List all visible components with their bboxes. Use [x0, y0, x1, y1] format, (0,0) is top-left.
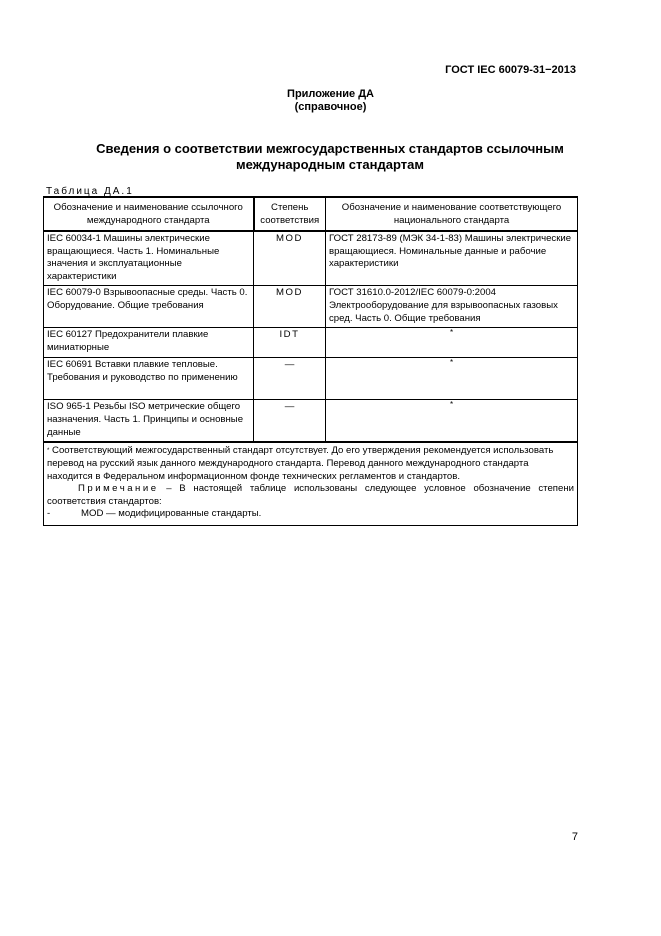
table-label: Таблица ДА.1 [46, 186, 134, 197]
cell-national: * [326, 400, 578, 443]
column-header-international: Обозначение и наименование ссылочного международного стандарта [44, 197, 254, 231]
cell-international: IEC 60079-0 Взрывоопасные среды. Часть 0. Оборудование. Общие требования [44, 286, 254, 328]
legend-dash: - [47, 508, 51, 520]
cell-degree: MOD [254, 286, 326, 328]
cell-degree: MOD [254, 231, 326, 286]
page-number: 7 [571, 831, 578, 843]
table-row [44, 328, 578, 358]
cell-international: IEC 60691 Вставки плавкие тепловые. Требования и руководство по применению [44, 358, 254, 400]
cell-degree: IDT [254, 328, 326, 358]
note-label: Примечание [78, 483, 159, 495]
table-row [44, 286, 578, 328]
table-header-row [44, 197, 578, 231]
cell-degree: — [254, 400, 326, 443]
table-row [44, 400, 578, 443]
document-heading: Сведения о соответствии межгосударственных стандартов ссылочным международным стандартам [96, 141, 564, 172]
cell-national: ГОСТ 28173-89 (МЭК 34-1-83) Машины электрические вращающиеся. Номинальные данные и рабочие характеристики [326, 231, 578, 286]
correspondence-table [43, 196, 578, 526]
cell-international: IEC 60127 Предохранители плавкие миниатюрные [44, 328, 254, 358]
table-row [44, 231, 578, 286]
footnote-mark: * [47, 448, 50, 455]
table-note [47, 483, 574, 508]
cell-national: * [326, 328, 578, 358]
column-header-national: Обозначение и наименование соответствующего национального стандарта [326, 197, 578, 231]
table-footnote-row [44, 442, 578, 525]
cell-national: ГОСТ 31610.0-2012/IEC 60079-0:2004 Электрооборудование для взрывоопасных газовых сред. Часть 0. Общие требования [326, 286, 578, 328]
annex-title: Приложение ДА [287, 88, 374, 100]
column-header-degree: Степень соответствия [254, 197, 326, 231]
footnote-text: Соответствующий межгосударственный стандарт отсутствует. До его утверждения рекомендуется использовать перевод на русский язык данного международного стандарта. Перевод данного международного стандарта находится в Федеральном информационном фонде технических регламентов и стандартов. [47, 445, 554, 482]
annex-note: (справочное) [294, 101, 367, 113]
legend-item [47, 508, 574, 521]
table-footnote-cell [44, 442, 578, 525]
note-text: – В настоящей таблице использованы следующее условное обозначение степени соответствия стандартов: [47, 483, 574, 507]
table-row [44, 358, 578, 400]
legend-text: MOD — модифицированные стандарты. [81, 508, 262, 520]
cell-degree: — [254, 358, 326, 400]
cell-international: ISO 965-1 Резьбы ISO метрические общего назначения. Часть 1. Принципы и основные данные [44, 400, 254, 443]
cell-international: IEC 60034-1 Машины электрические вращающиеся. Часть 1. Номинальные значения и эксплуатационные характеристики [44, 231, 254, 286]
standard-code: ГОСТ IEC 60079-31−2013 [445, 64, 576, 76]
cell-national: * [326, 358, 578, 400]
footnote [47, 445, 574, 483]
